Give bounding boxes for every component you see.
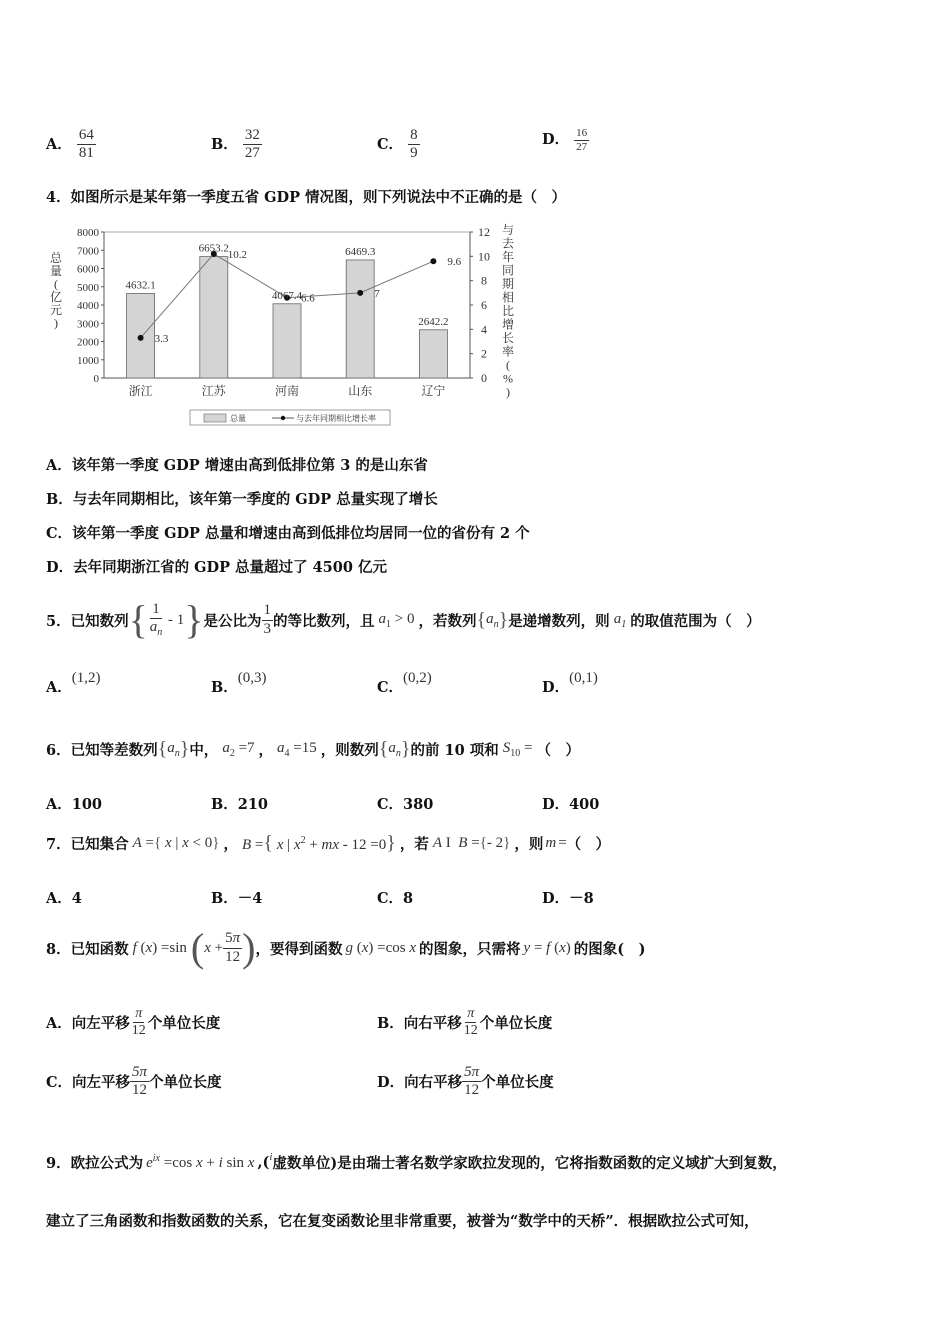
x-tick-label: 河南 [274,384,300,398]
y-axis-label-char: 元 [49,303,63,317]
q9-stem-line1: 9．欧拉公式为 $e^{ix} =\cos$ x + i sin x ,( i 虚数单位)是由瑞士著名数学家欧拉发现的，它将指数函数的定义域扩大到复数， [46,1150,787,1172]
q3-option-d: D． $\frac{16}{27}$ [542,127,588,153]
y-tick-label: 8000 [77,227,99,239]
q7-option-b: B．－4 [211,890,263,907]
q3-option-c: C． $\frac{8}{9}$ [377,127,418,162]
y-tick-label: 2000 [77,336,99,349]
q8-option-b: B．向右平移 $\frac{\pi}{12}$ 个单位长度 [377,1006,553,1039]
q8-option-d: D．向右平移 $\frac{5\pi}{12}$ 个单位长度 [377,1064,554,1099]
x-tick-label: 江苏 [201,384,226,398]
bar-label: 6653.2 [198,242,229,255]
y2-axis-label-char: % [503,371,513,386]
q5-option-b: B．(0,3) [211,670,267,696]
bar-河南 [273,304,301,378]
bar-label: 6469.3 [345,245,376,258]
growth-label: 9.6 [447,256,462,269]
gdp-chart [46,222,526,434]
legend-line-label: 与去年同期相比增长率 [296,414,376,423]
y2-tick-label: 0 [481,371,487,385]
growth-point [430,258,436,264]
y2-axis-label-char: 去 [501,236,515,251]
y-axis-label-char: ) [54,316,58,330]
q6-option-d: D．400 [542,796,600,813]
y2-axis-label-char: 增 [501,317,515,332]
bar-山东 [346,260,374,378]
bar-label: 2642.2 [418,315,449,328]
y2-tick-label: 12 [478,225,490,239]
x-tick-label: 辽宁 [421,384,446,398]
q7-option-c: C．8 [377,890,414,907]
q8-stem: 8．已知函数 f (x) =sin ( x + $\frac{5\pi}{12}$ ) ，要得到函数 g (x) =cos x 的图象，只需将 y = f (x) 的图象( ) [46,925,646,970]
growth-label: 3.3 [154,332,169,345]
y-tick-label: 5000 [77,281,99,294]
q8-option-a: A．向左平移 $\frac{\pi}{12}$ 个单位长度 [46,1006,221,1039]
growth-label: 6.6 [301,292,315,305]
q4-option-a: A．该年第一季度 GDP 增速由高到低排位第 3 的是山东省 [46,457,428,474]
q8-option-c: C．向左平移 $\frac{5\pi}{12}$ 个单位长度 [46,1064,222,1099]
y-tick-label: 4000 [77,300,99,312]
q6-option-a: A．100 [46,796,103,813]
q3-option-b: B． $\frac{32}{27}$ [211,127,260,162]
q7-option-d: D．－8 [542,890,594,907]
y2-axis-label-char: ( [506,358,510,372]
growth-point [138,335,144,341]
q5-stem: 5．已知数列 { $\frac{1}{a_n}$ - 1 } 是公比为 $\frac{1}{3}$ 的等比数列，且 $a_1 > 0$ ，若数列 { $a_n$ } 是递增数列，则 $a_1$ 的取值范围为（ ） [46,597,761,642]
y-axis-label-char: 亿 [49,290,63,304]
legend-bar-swatch [204,414,226,422]
bar-label: 4067.4 [271,289,303,302]
q9-stem-line2: 建立了三角函数和指数函数的关系，它在复变函数论里非常重要，被誉为“数学中的天桥”．根据欧拉公式可知， [46,1213,759,1230]
y2-axis-label-char: 同 [501,263,515,278]
y2-axis-label-char: 率 [501,344,515,359]
q6-stem: 6．已知等差数列 { $a_n$ } 中， $a_2 =7$ ， $a_4 =15$ ，则数列 { $a_n$ } 的前 10 项和 $S_{10}$ = （ ） [46,738,580,760]
q4-option-d: D．去年同期浙江省的 GDP 总量超过了 4500 亿元 [46,559,387,576]
q4-option-b: B．与去年同期相比，该年第一季度的 GDP 总量实现了增长 [46,491,438,508]
y2-axis-label-char: 相 [501,290,515,305]
legend-bar-label: 总量 [230,414,246,423]
legend-line-marker [281,416,285,420]
y-axis-label-char: 总 [49,251,63,265]
y-axis-label-char: ( [54,277,58,291]
q3-option-a: A． $\frac{64}{81}$ [46,127,94,162]
y2-axis-label-char: 比 [501,304,515,318]
growth-label: 7 [374,287,380,300]
y2-axis-label-char: 期 [501,277,515,291]
y2-tick-label: 4 [481,322,487,337]
y2-tick-label: 10 [478,249,490,264]
y-axis-label [50,251,63,330]
q7-option-a: A．4 [46,890,82,907]
y2-axis-label-char: 长 [501,331,515,345]
bar-江苏 [200,257,228,378]
y2-tick-label: 6 [481,298,487,312]
y-tick-label: 1000 [77,354,99,367]
bar-label: 4632.1 [125,279,156,292]
y-axis-label-char: 量 [49,264,63,278]
q5-option-a: A．(1,2) [46,670,101,696]
y-tick-label: 7000 [77,245,99,258]
q5-option-d: D．(0,1) [542,670,598,696]
bar-辽宁 [419,330,447,378]
y-tick-label: 3000 [77,318,99,331]
q4-option-c: C．该年第一季度 GDP 总量和增速由高到低排位均居同一位的省份有 2 个 [46,525,530,542]
q6-option-c: C．380 [377,796,434,813]
y2-tick-label: 2 [481,346,487,361]
x-tick-label: 山东 [348,384,373,398]
growth-label: 10.2 [227,248,248,261]
x-tick-label: 浙江 [128,384,153,398]
q7-stem: 7．已知集合 A ={ x | x < 0} ， B ={ x | $x^2$ + mx - 12 =0} ，若 A I B ={- 2} ，则 m = （ ） [46,832,611,854]
y-tick-label: 0 [93,373,99,385]
y2-axis-label-char: 年 [501,250,515,264]
y-tick-label: 6000 [77,263,99,276]
y2-axis-label [502,223,514,399]
q4-stem: 4．如图所示是某年第一季度五省 GDP 情况图，则下列说法中不正确的是（ ） [46,189,567,206]
q5-option-c: C．(0,2) [377,670,432,696]
y2-axis-label-char: 与 [501,223,515,237]
q6-option-b: B．210 [211,796,269,813]
y2-tick-label: 8 [481,273,487,288]
growth-point [357,290,363,296]
y2-axis-label-char: ) [506,385,510,399]
